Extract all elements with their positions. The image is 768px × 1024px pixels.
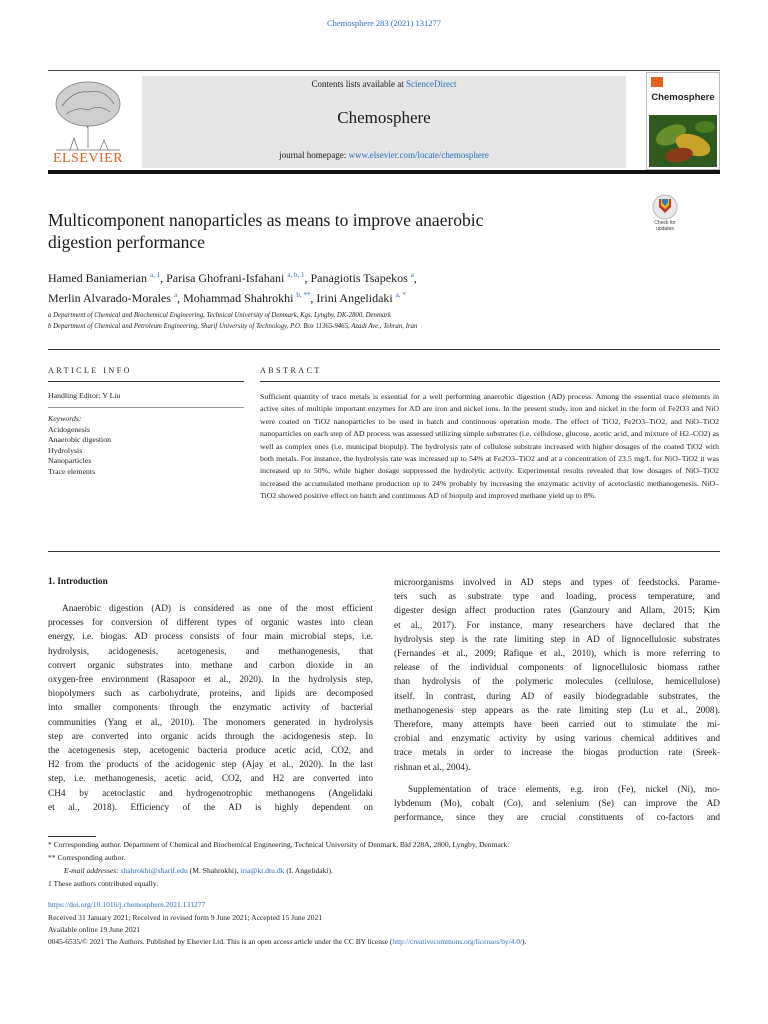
available-online: Available online 19 June 2021 [48, 925, 141, 934]
intro-paragraph-line: (Fernandes et al., 2009; Rafique et al., 2010), which is more referring to [394, 649, 720, 660]
author-separator: , [310, 291, 317, 305]
intro-paragraph-line: biopolymers such as carbohydrate, proteins, and lipids are decomposed [48, 689, 373, 700]
received-dates: Received 31 January 2021; Received in revised form 9 June 2021; Accepted 15 June 2021 [48, 913, 323, 922]
affiliation-b: b Department of Chemical and Petroleum Engineering, Sharif University of Technology, P.O. Box 11365-9465, Azadi Ave., Tehran, Iran [48, 323, 418, 330]
doi-link-text[interactable]: https://doi.org/10.1016/j.chemosphere.2021.131277 [48, 900, 206, 909]
author-name[interactable]: Mohammad Shahrokhi [183, 291, 294, 305]
author-name[interactable]: Panagiotis Tsapekos [310, 271, 408, 285]
abstract-bottom-rule [48, 551, 720, 552]
intro-paragraph-line: performance, since they are crucial constituents of co-factors and [394, 813, 720, 824]
contents-line [142, 79, 626, 89]
journal-info-box [142, 76, 626, 168]
journal-title: Chemosphere [337, 108, 431, 127]
intro-paragraph-line: methanogenesis step appears as the rate limiting step (Lu et al., 2008). [394, 705, 720, 716]
intro-paragraph-line: processes for conversion of different types of organic wastes into clean [48, 618, 373, 629]
header-divider [48, 349, 720, 350]
intro-paragraph-line: energy, i.e. biogas. AD process consists of four main microbial steps, i.e. [48, 632, 373, 643]
author-list [48, 267, 708, 307]
keyword-item: Nanoparticles [48, 456, 92, 466]
intro-paragraph-line: Therefore, many attempts have been carried out to stimulate the mi- [394, 720, 720, 731]
footnote-equal-contribution: 1 These authors contributed equally. [48, 879, 159, 888]
author-name[interactable]: Parisa Ghofrani-Isfahani [166, 271, 285, 285]
author-line-1 [48, 267, 708, 287]
cover-logo-icon [651, 77, 663, 87]
keyword-item: Hydrolysis [48, 445, 83, 455]
banner-bottom-rule [48, 170, 720, 174]
footnote-separator [48, 836, 96, 837]
journal-citation[interactable]: Chemosphere 283 (2021) 131277 [326, 18, 442, 28]
homepage-line [142, 150, 626, 160]
intro-paragraph-line: release of the individual components of lignocellulosic biomass rather [394, 663, 720, 674]
copyright-prefix: 0045-6535/© 2021 The Authors. Published by Elsevier Ltd. This is an open access article under the CC BY license ( [48, 937, 393, 946]
intro-paragraph-line: rishnan et al., 2004). [394, 762, 471, 773]
intro-paragraph-line: crobial and enzymatic activity by using various chemical additives and [394, 734, 720, 745]
email-name-shahrokhi: (M. Shahrokhi), [187, 866, 241, 875]
article-info-heading: ARTICLE INFO [48, 366, 132, 375]
intro-paragraph-line: than hydrolysis of the polymeric molecules (cellulose, hemicellulose) [394, 677, 720, 688]
abstract-heading: ABSTRACT [260, 366, 322, 375]
author-name[interactable]: Irini Angelidaki [316, 291, 393, 305]
title-line-1: Multicomponent nanoparticles as means to improve anaerobic [48, 210, 484, 230]
introduction-heading: 1. Introduction [48, 577, 108, 587]
homepage-prefix: journal homepage: [279, 150, 349, 160]
intro-paragraph-line: CH4 by acetoclastic and hydrogenotrophic methanogens (Angelidaki [48, 788, 373, 799]
email-link-shahrokhi[interactable]: shahrokhi@sharif.edu [120, 866, 188, 875]
keywords-block [48, 414, 244, 478]
author-affil-sup[interactable]: a, 1 [149, 271, 161, 279]
homepage-link[interactable]: www.elsevier.com/locate/chemosphere [348, 150, 489, 160]
intro-paragraph-line: into smaller components through the enzymatic activity of bacterial [48, 703, 373, 714]
intro-paragraph-line: H2 from the products of the acidogenic step (Ajay et al., 2020). In the last [48, 760, 373, 771]
abstract-rule [260, 381, 720, 382]
intro-paragraph-line: the acetogenesis step, acetogenic bacteria produce acetic acid, CO2, and [48, 746, 373, 757]
author-line-2 [48, 287, 708, 307]
article-title [48, 209, 608, 253]
author-separator: , [413, 271, 417, 285]
abstract-text: Sufficient quantity of trace metals is essential for a well performing anaerobic digestion (AD) process. Among the essential trace elements in active sites of multiple important enzymes for AD are iron and nickel ions. In the present study, iron and nickel in the form of Fe2O3 and NiO were coated on TiO2 nanoparticles to be used in batch and continuous operation mode. The effect of TiO2, Fe2O3–TiO2, and NiO–TiO2 nanoparticles on each step of AD process was assessed utilizing simple substrates (i.e. cellulose, glucose, acetic acid, and mixture of H2–CO2) as well as complex ones (i.e. municipal biopulp). The hydrolysis rate of cellulose substrate increased with higher dosages of the coated TiO2 with both metals. For instance, the hydrolysis rate was increased up to 54% at Fe2O3–TiO2 and at a concentration of 23.5 mg/L for NiO–TiO2 it was increased up to 50%, while higher dosage suppressed the hydrolytic activity. Experimental results revealed that low dosages of NiO–TiO2 increased the accumulated methane production up to 24% probably by increasing the enzymatic activity of acetoclastic methanogenesis. NiO–TiO2 showed positive effect on batch and continuous AD of biopulp and improved methane yield up to 8%. [260, 392, 719, 501]
email-link-angelidaki[interactable]: iria@kt.dtu.dk [240, 866, 285, 875]
email-name-angelidaki: (I. Angelidaki). [284, 866, 333, 875]
journal-banner [48, 70, 720, 174]
keyword-item: Trace elements [48, 466, 96, 476]
author-affil-sup[interactable]: a, b, 1 [287, 271, 305, 279]
check-for-updates-icon [652, 194, 678, 220]
sciencedirect-link[interactable]: ScienceDirect [406, 79, 457, 89]
affiliation-a: a Department of Chemical and Biochemical Engineering, Technical University of Denmark, Kgs. Lyngby, DK-2800, Denmark [48, 312, 391, 319]
keyword-item: Acidogenesis [48, 424, 91, 434]
article-info-rule [48, 381, 244, 382]
check-for-updates-label-1: Check for [654, 220, 676, 226]
intro-paragraph-line: lybdenum (Mo), cobalt (Co), and selenium (Se) can improve the AD [394, 799, 720, 810]
contents-prefix: Contents lists available at [311, 79, 406, 89]
check-for-updates-label-2: updates [656, 226, 674, 232]
copyright-suffix: ). [521, 937, 527, 946]
author-separator: , [177, 291, 184, 305]
intro-paragraph-line: digester design affect production rates (Ganzoury and Allam, 2015; Kim [394, 606, 720, 617]
author-separator: , [160, 271, 167, 285]
email-label: E-mail addresses: [64, 866, 121, 875]
intro-paragraph-line: step are converted into organic acids through the acidogenesis step. In [48, 731, 373, 742]
intro-paragraph-line: communities (Yang et al., 2010). The monomers generated in hydrolysis [48, 717, 373, 728]
handling-editor: Handling Editor: Y Liu [48, 391, 121, 400]
intro-paragraph-line: trace metals in order to increase the biogas production rate (Sreek- [394, 748, 720, 759]
intro-paragraph-line: Anaerobic digestion (AD) is considered as one of the most efficient [62, 604, 373, 614]
author-name[interactable]: Hamed Baniamerian [48, 271, 147, 285]
intro-paragraph-line: step, i.e. methanogenesis, acetic acid, CO2, and H2 are converted into [48, 774, 373, 785]
intro-paragraph-line: et al., 2018). Efficiency of the AD is highly dependent on [48, 802, 373, 813]
doi-link[interactable] [48, 899, 728, 911]
copyright-line [48, 936, 738, 948]
cover-leaf-image-icon [649, 115, 717, 167]
intro-paragraph-line: convert organic substrates into methane and carbon dioxide in an [48, 660, 373, 671]
footnote-emails [64, 865, 744, 877]
intro-paragraph-line: microorganisms involved in AD steps and types of feedstocks. Parame- [394, 578, 720, 588]
intro-left-column [48, 602, 373, 815]
intro-paragraph-line: hydrolysis, acidogenesis, acetogenesis, and methanogenesis, that [48, 646, 373, 657]
author-affil-sup[interactable]: a [410, 271, 414, 279]
elsevier-wordmark: ELSEVIER [52, 151, 124, 166]
keywords-rule [48, 407, 244, 408]
keywords-label: Keywords: [48, 414, 82, 423]
banner-top-rule [48, 70, 720, 71]
intro-paragraph-line: ters such as substrate type and loading, process temperature, and [394, 592, 720, 603]
intro-paragraph-line: oxygen-free environment (Rasapoor et al., 2020). In the hydrolysis step, [48, 675, 373, 686]
author-affil-sup[interactable]: a [173, 291, 178, 299]
license-link[interactable]: http://creativecommons.org/licenses/by/4.0/ [392, 937, 522, 946]
cover-title: Chemosphere [651, 92, 715, 103]
author-affil-sup[interactable]: b, ** [296, 291, 311, 299]
footnote-corresponding-1: * Corresponding author. Department of Chemical and Biochemical Engineering, Technical University of Denmark, Bld 228A, 2800, Lyngby, Denmark. [48, 840, 510, 849]
journal-cover[interactable] [646, 72, 720, 170]
author-separator: , [304, 271, 311, 285]
author-name[interactable]: Merlin Alvarado-Morales [48, 291, 171, 305]
intro-right-column [394, 576, 720, 825]
author-affil-sup[interactable]: a, * [395, 291, 406, 299]
intro-paragraph-line: Supplementation of trace elements, e.g. iron (Fe), nickel (Ni), mo- [408, 784, 720, 795]
intro-paragraph-line: et al., 2017). For instance, many researchers have declared that the [394, 620, 720, 631]
intro-paragraph-line: hydrolysis step is the rate limiting step in AD of lignocellulosic substrates [394, 634, 720, 645]
keyword-item: Anaerobic digestion [48, 435, 112, 445]
check-for-updates-badge[interactable] [645, 194, 685, 234]
title-line-2: digestion performance [48, 232, 205, 252]
intro-paragraph-line: itself. In contrast, during AD of easily biodegradable substrates, the [394, 691, 720, 702]
footnote-corresponding-2: ** Corresponding author. [48, 853, 126, 862]
